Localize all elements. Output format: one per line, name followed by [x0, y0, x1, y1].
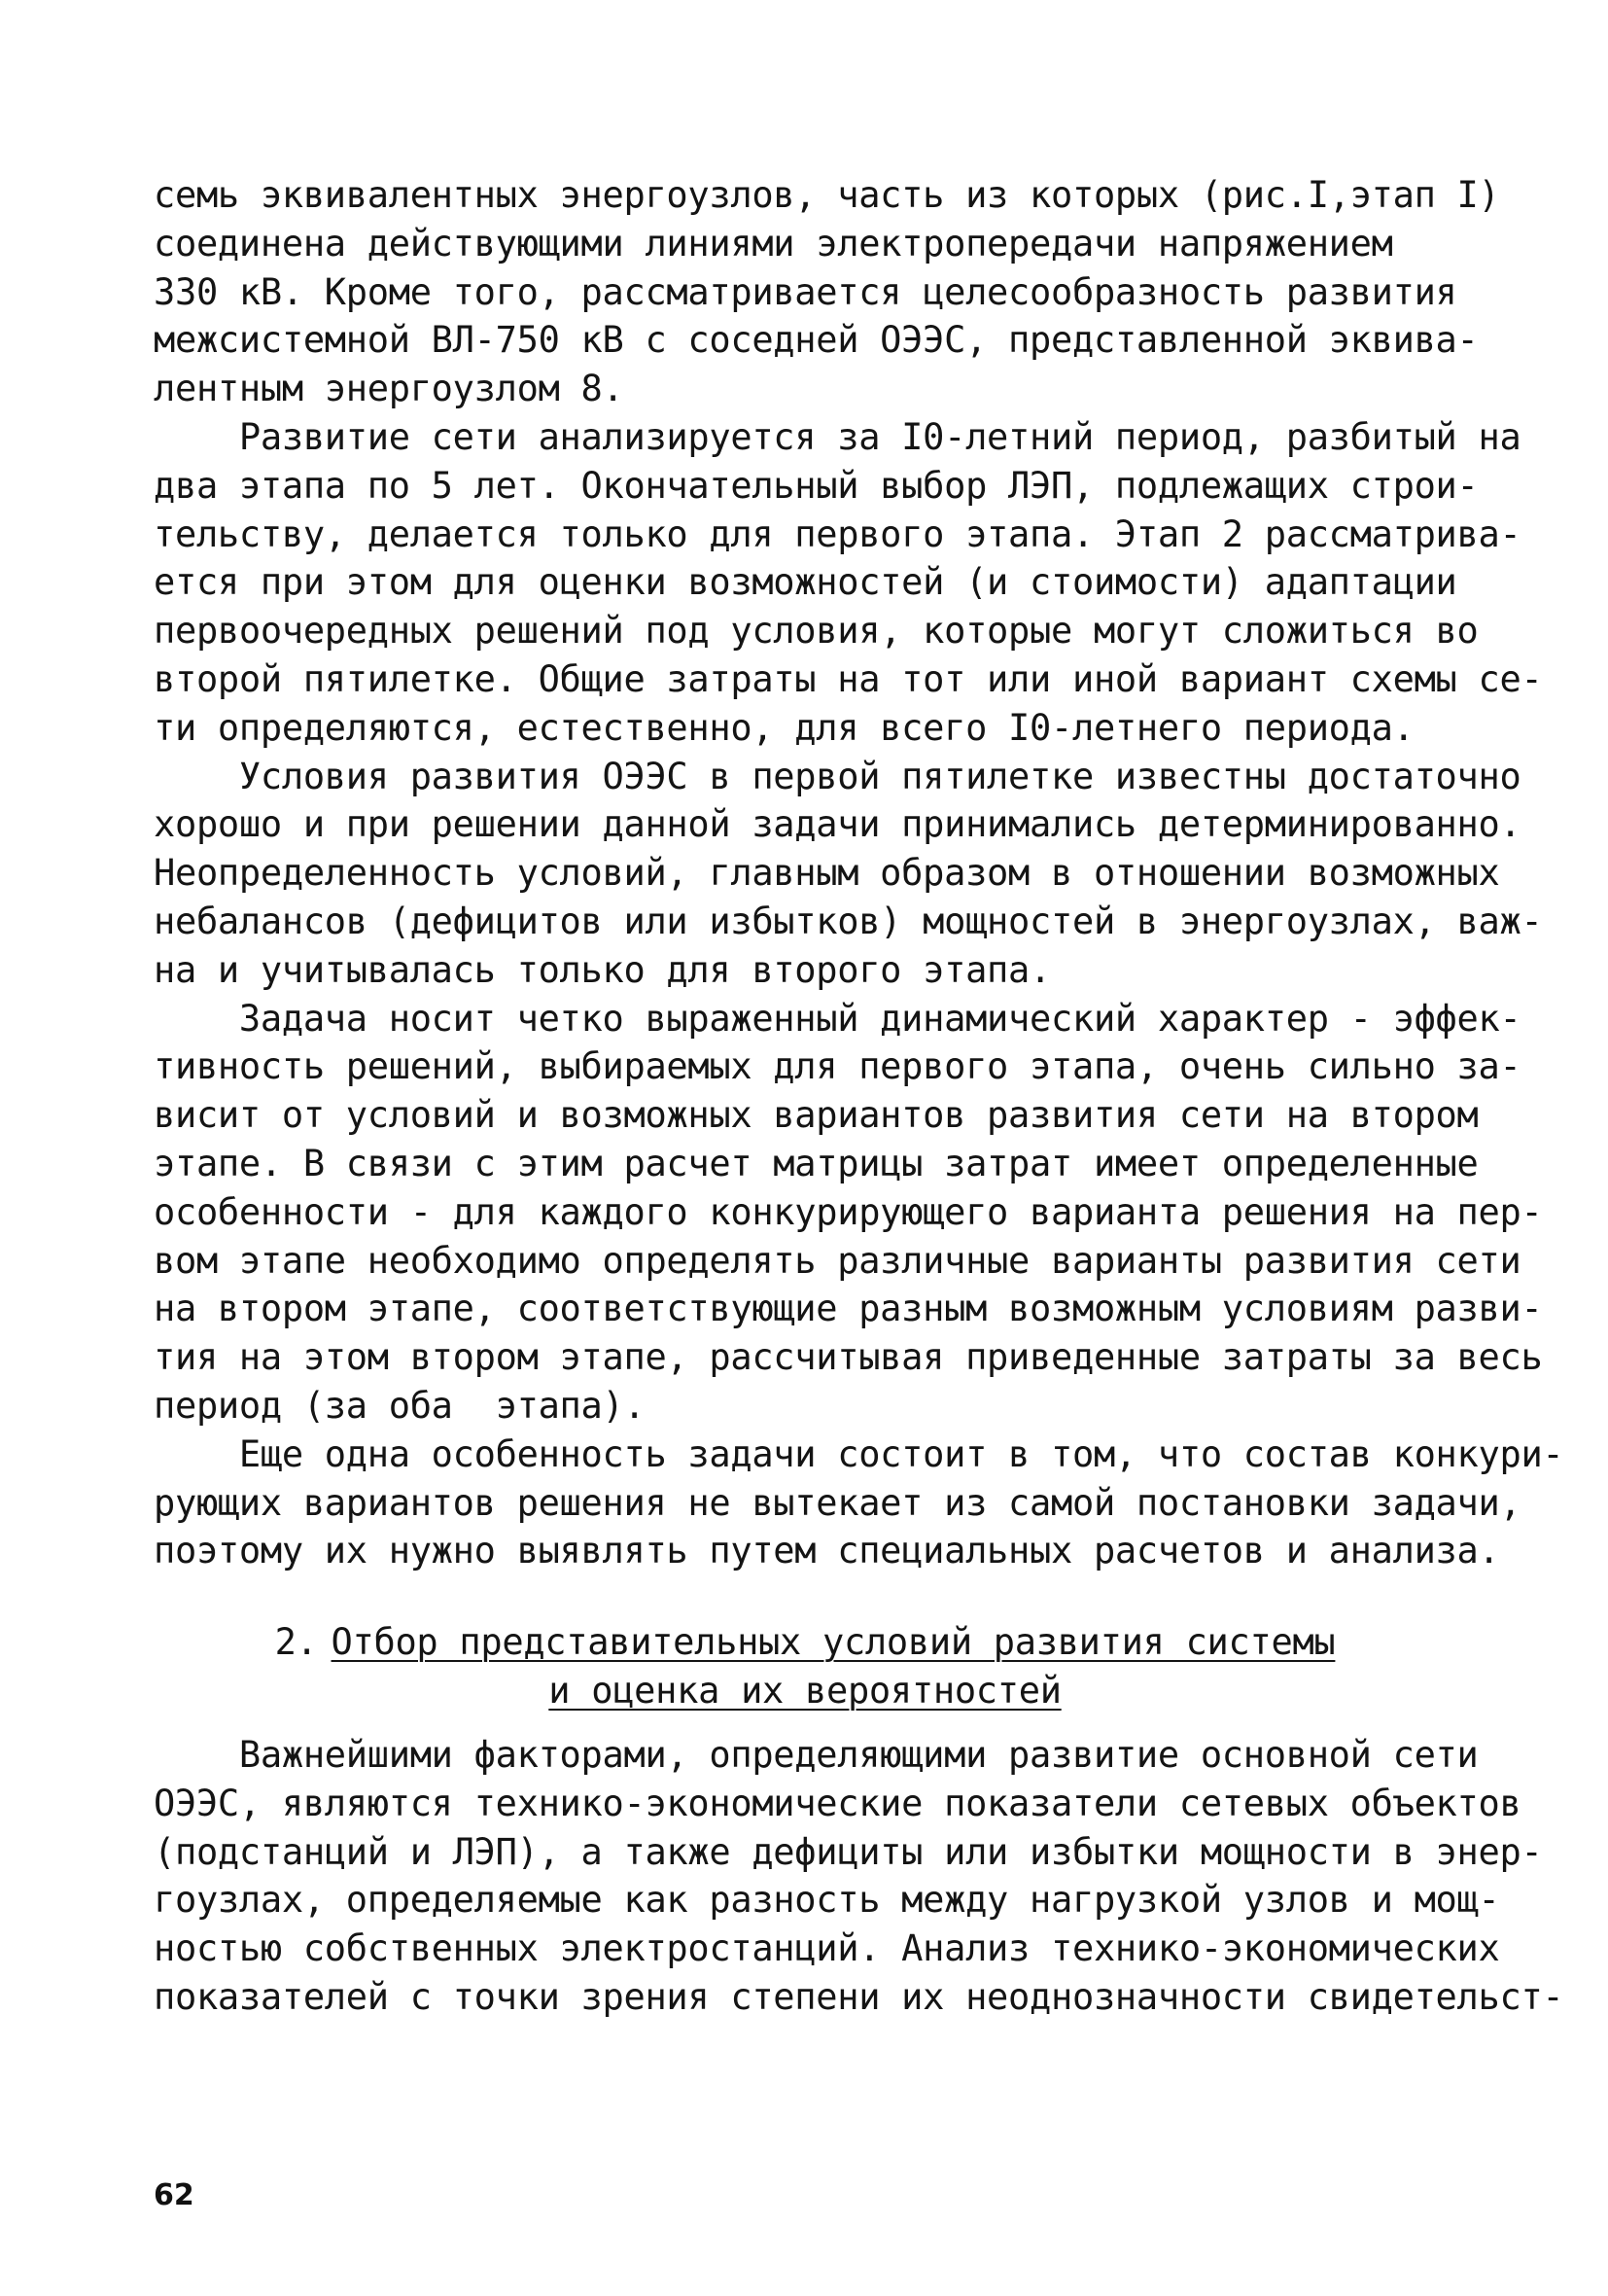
text-line: Еще одна особенность задачи состоит в том, что состав конкури-: [154, 1432, 1564, 1475]
section-heading-line-2: [154, 1667, 1456, 1715]
text-line: первоочередных решений под условия, которые могут сложиться во: [154, 610, 1479, 653]
page-number: 62: [154, 2178, 194, 2212]
text-line: хорошо и при решении данной задачи принимались детерминированно.: [154, 803, 1521, 846]
section-heading-line-1: [154, 1618, 1456, 1667]
text-line: лентным энергоузлом 8.: [154, 368, 624, 410]
text-line: тельству, делается только для первого этапа. Этап 2 рассматрива-: [154, 512, 1521, 555]
text-line: 330 кВ. Кроме того, рассматривается целесообразность развития: [154, 270, 1457, 313]
text-line: ти определяются, естественно, для всего I0-летнего периода.: [154, 706, 1415, 749]
section-number: 2.: [274, 1621, 318, 1663]
text-line: соединена действующими линиями электропередачи напряжением: [154, 222, 1393, 265]
text-line: Неопределенность условий, главным образом в отношении возможных: [154, 852, 1500, 895]
text-line: особенности - для каждого конкурирующего варианта решения на пер-: [154, 1190, 1543, 1233]
text-line: семь эквивалентных энергоузлов, часть из которых (рис.I,этап I): [154, 174, 1500, 216]
section-heading: [154, 1618, 1456, 1715]
text-line: тия на этом втором этапе, рассчитывая приведенные затраты за весь: [154, 1336, 1543, 1379]
text-line: на втором этапе, соответствующие разным возможным условиям разви-: [154, 1288, 1543, 1330]
text-line: Важнейшими факторами, определяющими развитие основной сети: [154, 1734, 1479, 1776]
text-line: этапе. В связи с этим расчет матрицы затрат имеет определенные: [154, 1142, 1479, 1184]
text-line: второй пятилетке. Общие затраты на тот или иной вариант схемы се-: [154, 657, 1543, 700]
text-line: два этапа по 5 лет. Окончательный выбор ЛЭП, подлежащих строи-: [154, 464, 1479, 507]
text-line: Задача носит четко выраженный динамический характер - эффек-: [154, 997, 1521, 1040]
text-line: висит от условий и возможных вариантов развития сети на втором: [154, 1094, 1479, 1137]
text-line: показателей с точки зрения степени их неоднозначности свидетельст-: [154, 1975, 1564, 2018]
text-line: небалансов (дефицитов или избытков) мощностей в энергоузлах, важ-: [154, 900, 1543, 942]
text-line: на и учитывалась только для второго этапа.: [154, 948, 1051, 991]
text-line: Развитие сети анализируется за I0-летний период, разбитый на: [154, 415, 1521, 458]
section-title-part-1: Отбор представительных условий развития системы: [331, 1621, 1336, 1663]
body-text: [154, 171, 1564, 1575]
text-line: рующих вариантов решения не вытекает из самой постановки задачи,: [154, 1481, 1521, 1524]
text-line: тивность решений, выбираемых для первого этапа, очень сильно за-: [154, 1045, 1521, 1088]
text-line: ОЭЭС, являются технико-экономические показатели сетевых объектов: [154, 1782, 1521, 1824]
text-line: период (за оба этапа).: [154, 1384, 646, 1427]
text-line: (подстанций и ЛЭП), а также дефициты или избытки мощности в энер-: [154, 1830, 1543, 1873]
text-line: межсистемной ВЛ-750 кВ с соседней ОЭЭС, представленной эквива-: [154, 319, 1479, 362]
text-line: вом этапе необходимо определять различные варианты развития сети: [154, 1239, 1521, 1282]
text-line: гоузлах, определяемые как разность между нагрузкой узлов и мощ-: [154, 1879, 1500, 1922]
text-line: ностью собственных электростанций. Анализ технико-экономических: [154, 1927, 1500, 1970]
text-line: поэтому их нужно выявлять путем специальных расчетов и анализа.: [154, 1530, 1500, 1572]
section-text: [154, 1731, 1564, 2022]
text-line: ется при этом для оценки возможностей (и стоимости) адаптации: [154, 561, 1457, 604]
section-title-part-2: и оценка их вероятностей: [548, 1670, 1062, 1712]
text-line: Условия развития ОЭЭС в первой пятилетке известны достаточно: [154, 755, 1521, 797]
